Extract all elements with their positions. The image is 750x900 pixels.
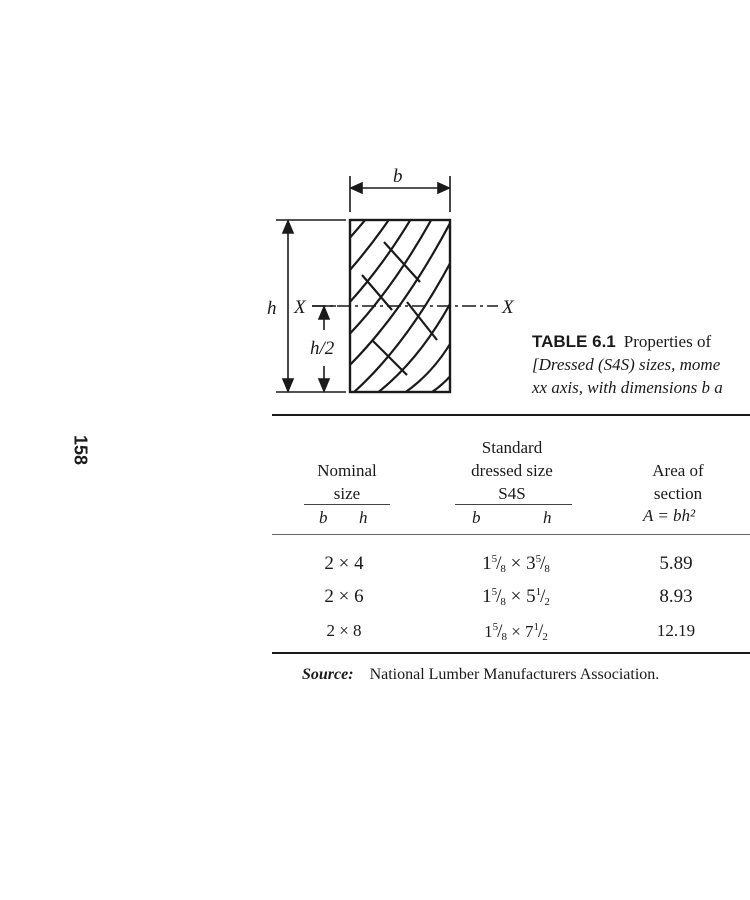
caption-line2: [Dressed (S4S) sizes, mome [532,355,721,374]
caption-line1: Properties of [623,332,712,351]
row-dressed-size [484,621,548,643]
dressed-h-num: 1 [535,586,542,598]
label-h-half: h/2 [310,338,335,359]
header-area: Area of section [652,461,704,503]
times-sign: × [505,586,527,607]
dressed-b-num: 5 [491,586,498,598]
dressed-h-slash: / [540,586,546,607]
caption-label: TABLE 6.1 [532,332,616,351]
dressed-h-den: 2 [544,596,550,608]
header-nominal: Nominal size [317,461,377,503]
dressed-h [526,553,550,574]
label-b: b [393,166,403,187]
dressed-h-den: 2 [542,631,548,643]
dressed-b [482,586,506,607]
source-text: National Lumber Manufacturers Association. [369,666,660,683]
dressed-h-whole: 7 [525,622,534,641]
caption-line3: xx axis, with dimensions b a [532,378,723,397]
dressed-h-den: 8 [544,563,550,575]
dressed-h-whole: 3 [526,553,536,574]
page-number: 158 [70,434,91,466]
header-nominal-h: h [359,508,368,527]
dressed-b-slash: / [497,621,503,642]
header-area-formula: A = bh² [643,506,696,525]
dressed-h [525,622,548,641]
source-label: Source: [302,666,354,683]
dressed-b-slash: / [496,586,502,607]
header-dressed-b: b [472,508,481,527]
dressed-b-den: 8 [501,631,507,643]
header-nominal-underline [304,504,390,505]
label-x-left: X [294,297,306,318]
dressed-b-num: 5 [492,621,499,633]
dressed-h-num: 5 [535,553,542,565]
dressed-h-num: 1 [533,621,540,633]
row-dressed-size [482,586,550,608]
dressed-b-den: 8 [500,563,506,575]
dressed-b [484,622,507,641]
beam-cross-section-diagram [262,160,522,400]
dressed-b [482,553,506,574]
dressed-b-den: 8 [500,596,506,608]
label-x-right: X [502,297,514,318]
table-bottom-rule [272,652,750,654]
label-h: h [267,298,277,319]
dressed-b-whole: 1 [482,586,492,607]
table-source [302,666,659,684]
row-area: 5.89 [659,553,693,574]
table-header-rule [272,534,750,535]
row-nominal-size: 2 × 8 [326,621,362,640]
dressed-b-slash: / [496,553,502,574]
times-sign: × [505,553,527,574]
row-area: 8.93 [659,586,693,607]
dressed-h-slash: / [540,553,546,574]
header-nominal-b: b [319,508,328,527]
dressed-b-num: 5 [491,553,498,565]
row-nominal-size: 2 × 6 [324,586,364,607]
dressed-h-slash: / [538,621,544,642]
table-caption [532,330,750,399]
dressed-b-whole: 1 [482,553,492,574]
dressed-h [526,586,550,607]
row-dressed-size [482,553,550,575]
dressed-h-whole: 5 [526,586,536,607]
header-dressed-underline [455,504,572,505]
row-nominal-size: 2 × 4 [324,553,364,574]
table-top-rule [272,414,750,416]
row-area: 12.19 [656,621,696,640]
header-dressed-h: h [543,508,552,527]
dressed-b-whole: 1 [484,622,493,641]
header-dressed: Standard dressed size S4S [471,438,553,503]
times-sign: × [506,622,526,641]
